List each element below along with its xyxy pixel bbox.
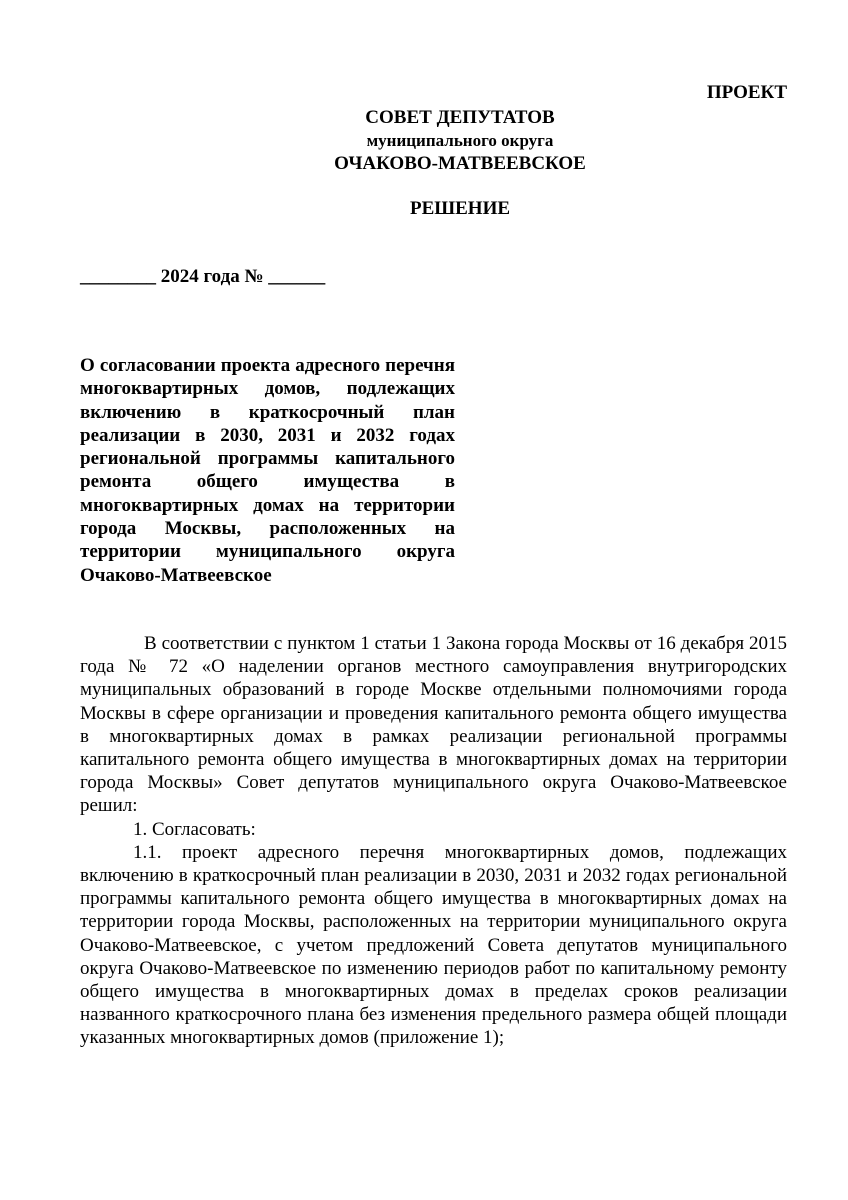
- item-1: 1. Согласовать:: [133, 818, 256, 840]
- item-1-1: 1.1. проект адресного перечня многоквартирных домов, подлежащих включению в краткосрочный план реализации в 2030, 2031 и 2032 годах региональной программы капитального ремонта общего имущества в многоквартирных домах на территории города Москвы, расположенных на территории муниципального округа Очаково-Матвеевское, с учетом предложений Совета депутатов муниципального округа Очаково-Матвеевское по изменению периодов работ по капитальному ремонту общего имущества в многоквартирных домах в пределах сроков реализации названного краткосрочного плана без изменения предельного размера общей площади указанных многоквартирных домов (приложение 1);: [80, 841, 787, 1049]
- council-header: [60, 106, 848, 175]
- document-type-heading: РЕШЕНИЕ: [409, 198, 511, 219]
- date-number-line: ________ 2024 года № ______: [80, 266, 326, 287]
- draft-status-label: ПРОЕКТ: [706, 82, 787, 103]
- decision-body: [80, 632, 787, 1050]
- district-name: ОЧАКОВО-МАТВЕЕВСКОЕ: [334, 153, 586, 174]
- municipality-line: муниципального округа: [366, 131, 554, 150]
- preamble-paragraph: В соответствии с пунктом 1 статьи 1 Закона города Москвы от 16 декабря 2015 года № 72 «О наделении органов местного самоуправления внутригородских муниципальных образований в городе Москве отдельными полномочиями города Москвы в сфере организации и проведения капитального ремонта общего имущества в многоквартирных домах в рамках реализации региональной программы капитального ремонта общего имущества в многоквартирных домах на территории города Москвы» Совет депутатов муниципального округа Очаково-Матвеевское решил:: [80, 633, 787, 817]
- council-title: СОВЕТ ДЕПУТАТОВ: [365, 107, 555, 128]
- decision-subject: О согласовании проекта адресного перечня многоквартирных домов, подлежащих включению в краткосрочный план реализации в 2030, 2031 и 2032 годах региональной программы капитального ремонта общего имущества в многоквартирных домах на территории города Москвы, расположенных на территории муниципального округа Очаково-Матвеевское: [80, 355, 455, 586]
